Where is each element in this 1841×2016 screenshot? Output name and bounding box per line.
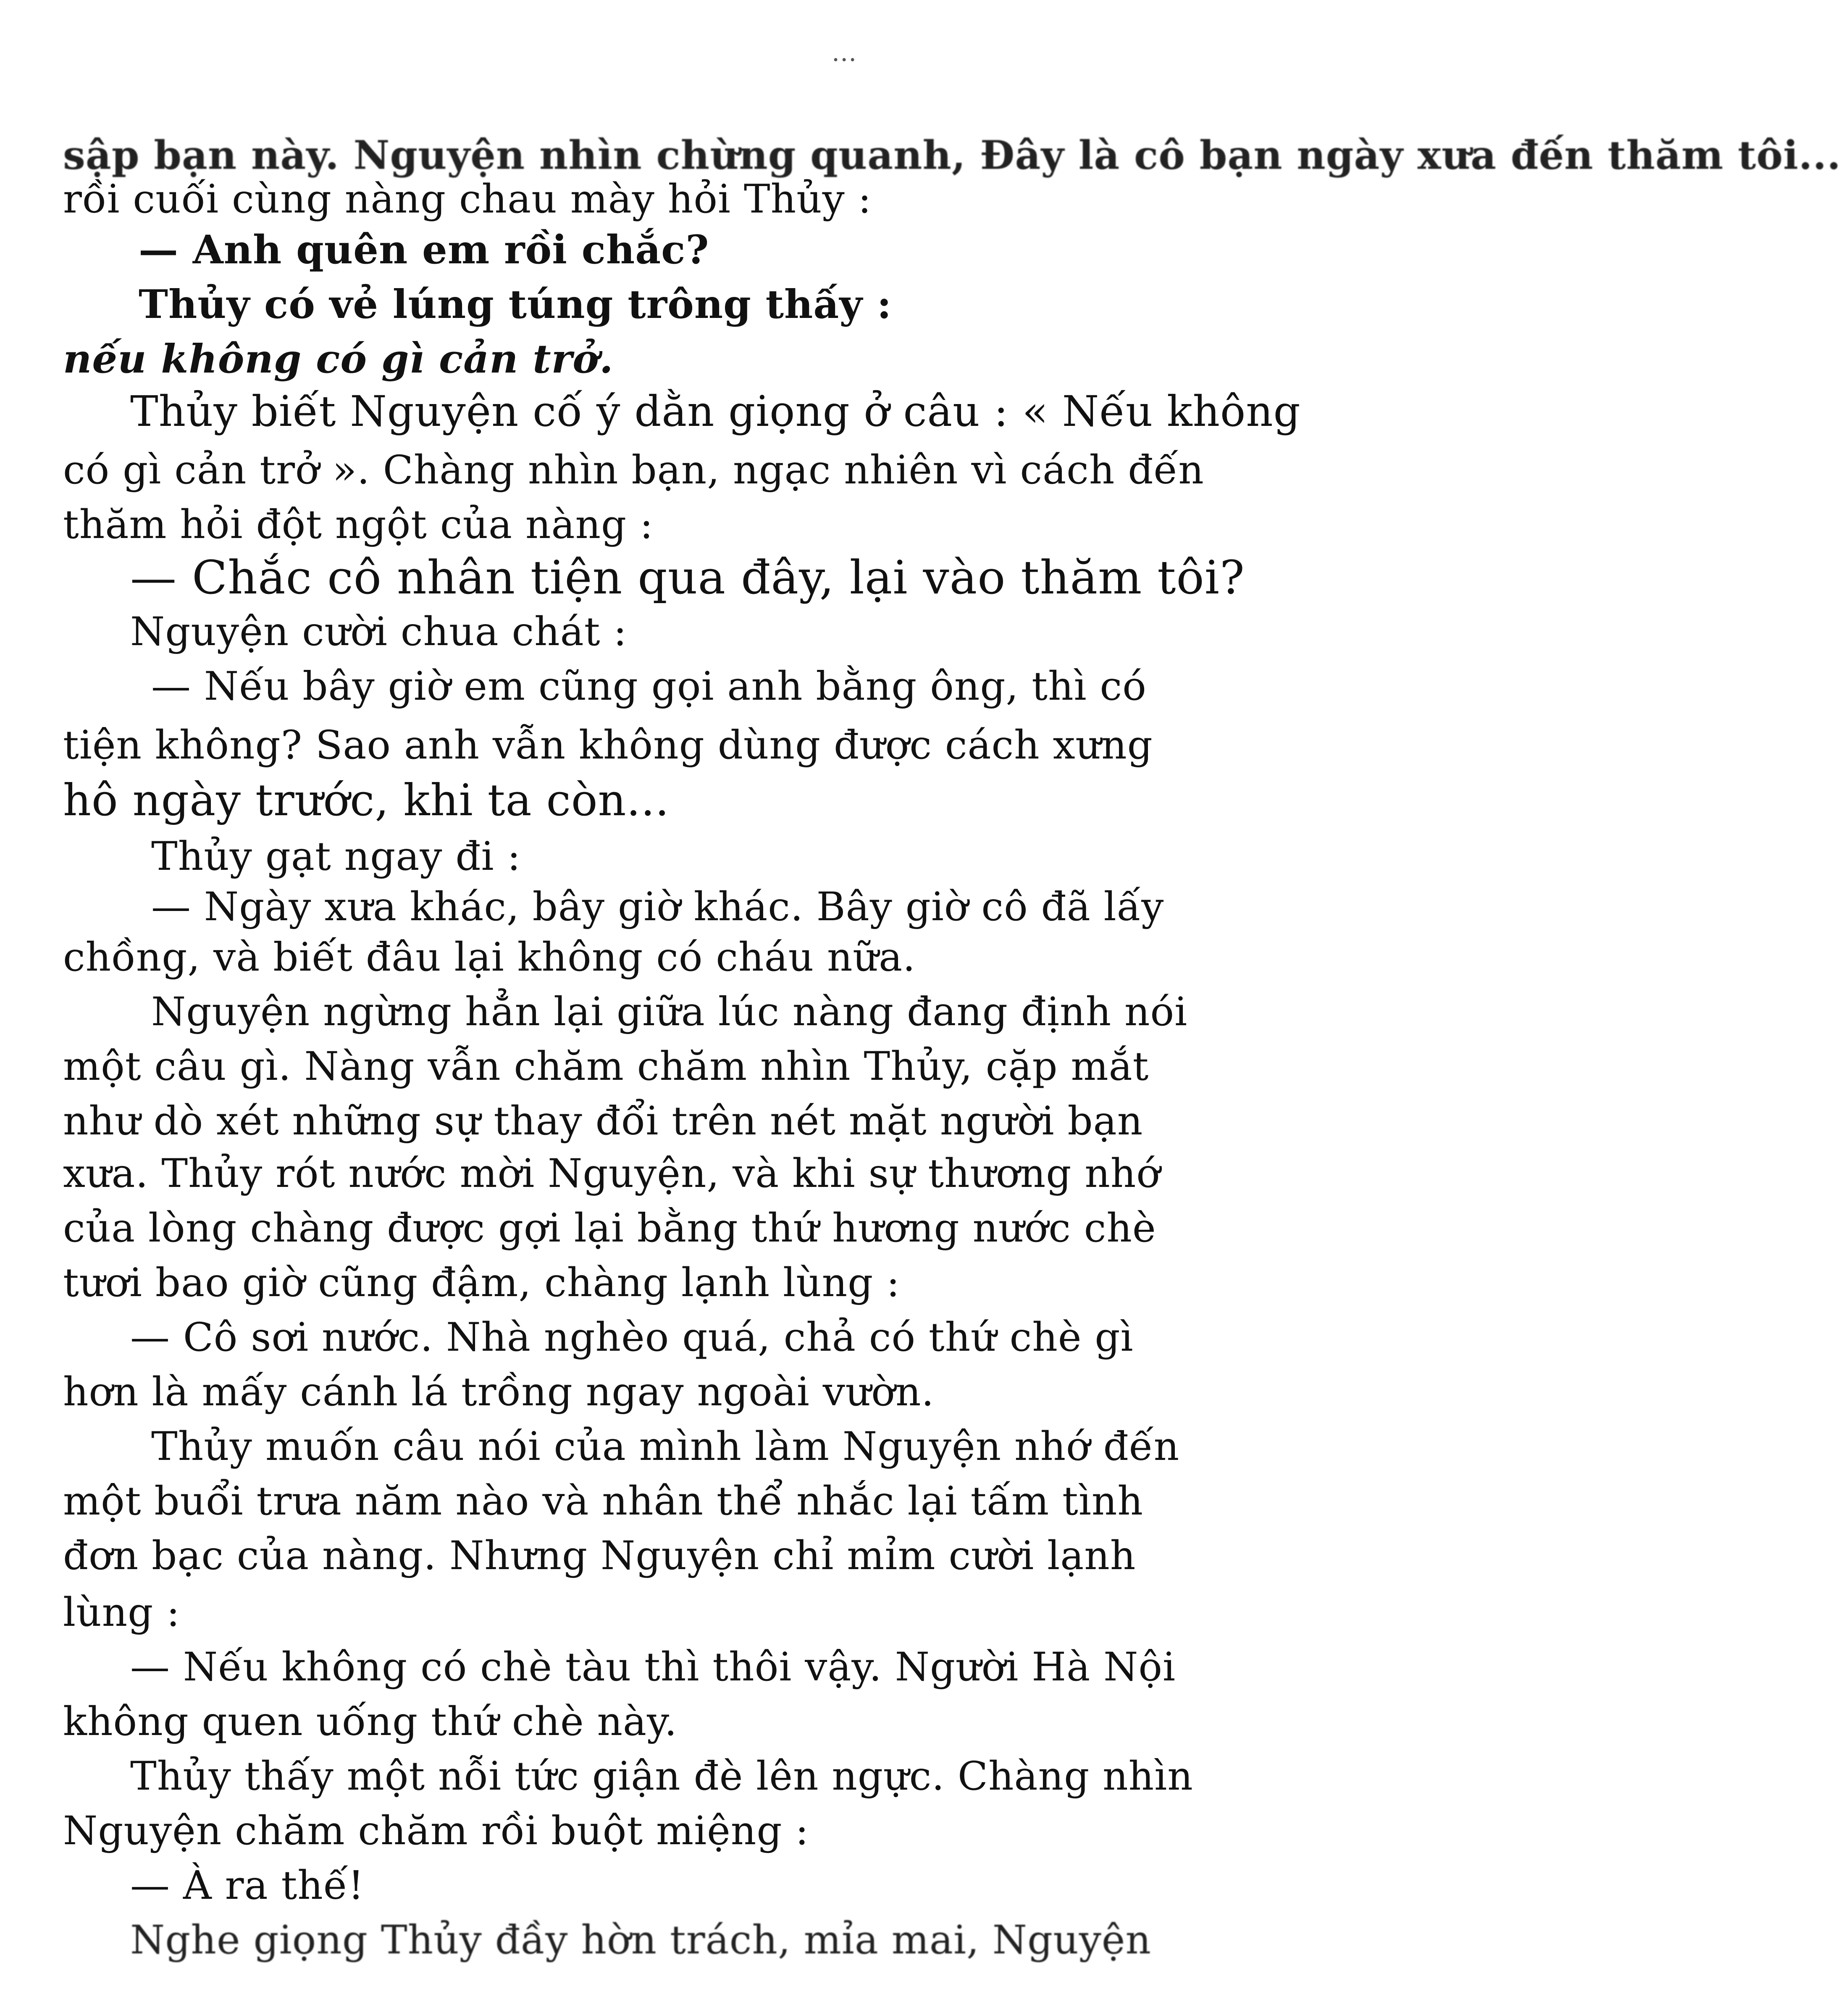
text-line-19: như dò xét những sự thay đổi trên nét mặt người bạn bbox=[63, 1098, 1143, 1144]
text-line-3: — Anh quên em rồi chắc? bbox=[139, 227, 709, 273]
text-line-10: Nguyện cười chua chát : bbox=[130, 609, 628, 655]
text-line-32: Nguyện chăm chăm rồi buột miệng : bbox=[63, 1808, 809, 1854]
text-line-18: một câu gì. Nàng vẫn chăm chăm nhìn Thủy, cặp mắt bbox=[63, 1044, 1149, 1089]
text-line-29: — Nếu không có chè tàu thì thôi vậy. Người Hà Nội bbox=[130, 1644, 1176, 1690]
text-line-11: — Nếu bây giờ em cũng gọi anh bằng ông, thì có bbox=[151, 664, 1147, 709]
text-line-14: Thủy gạt ngay đi : bbox=[151, 834, 521, 879]
text-line-21: của lòng chàng được gợi lại bằng thứ hương nước chè bbox=[63, 1205, 1156, 1251]
text-line-4: Thủy có vẻ lúng túng trông thấy : bbox=[139, 281, 892, 328]
text-line-31: Thủy thấy một nỗi tức giận đè lên ngực. Chàng nhìn bbox=[130, 1754, 1193, 1799]
text-line-15: — Ngày xưa khác, bây giờ khác. Bây giờ cô đã lấy bbox=[151, 884, 1164, 930]
text-line-5: nếu không có gì cản trở. bbox=[63, 336, 614, 382]
text-line-22: tươi bao giờ cũng đậm, chàng lạnh lùng : bbox=[63, 1260, 900, 1306]
text-line-25: Thủy muốn câu nói của mình làm Nguyện nhớ đến bbox=[151, 1424, 1180, 1470]
text-line-1: sập bạn này. Nguyện nhìn chừng quanh, Đây là cô bạn ngày xưa đến thăm tôi... bbox=[63, 132, 1841, 178]
text-line-8: thăm hỏi đột ngột của nàng : bbox=[63, 502, 654, 548]
text-line-34: Nghe giọng Thủy đầy hờn trách, mỉa mai, Nguyện bbox=[130, 1917, 1152, 1963]
text-line-13: hô ngày trước, khi ta còn... bbox=[63, 774, 670, 826]
text-line-2: rồi cuối cùng nàng chau mày hỏi Thủy : bbox=[63, 176, 872, 222]
text-line-20: xưa. Thủy rót nước mời Nguyện, và khi sự thương nhớ bbox=[63, 1151, 1161, 1197]
text-line-12: tiện không? Sao anh vẫn không dùng được cách xưng bbox=[63, 722, 1153, 768]
header-residue: ... bbox=[832, 38, 857, 67]
text-line-6: Thủy biết Nguyện cố ý dằn giọng ở câu : « Nếu không bbox=[130, 387, 1301, 436]
text-line-24: hơn là mấy cánh lá trồng ngay ngoài vườn. bbox=[63, 1369, 935, 1415]
text-line-9: — Chắc cô nhân tiện qua đây, lại vào thăm tôi? bbox=[130, 551, 1245, 604]
text-line-28: lùng : bbox=[63, 1590, 180, 1635]
text-line-7: có gì cản trở ». Chàng nhìn bạn, ngạc nhiên vì cách đến bbox=[63, 447, 1204, 493]
text-line-30: không quen uống thứ chè này. bbox=[63, 1699, 678, 1745]
text-line-27: đơn bạc của nàng. Nhưng Nguyện chỉ mỉm cười lạnh bbox=[63, 1533, 1136, 1579]
text-line-26: một buổi trưa năm nào và nhân thể nhắc lại tấm tình bbox=[63, 1478, 1143, 1524]
text-line-23: — Cô sơi nước. Nhà nghèo quá, chả có thứ chè gì bbox=[130, 1315, 1134, 1360]
text-line-17: Nguyện ngừng hẳn lại giữa lúc nàng đang định nói bbox=[151, 989, 1188, 1035]
text-line-33: — À ra thế! bbox=[130, 1863, 365, 1908]
text-line-16: chồng, và biết đâu lại không có cháu nữa. bbox=[63, 934, 916, 980]
